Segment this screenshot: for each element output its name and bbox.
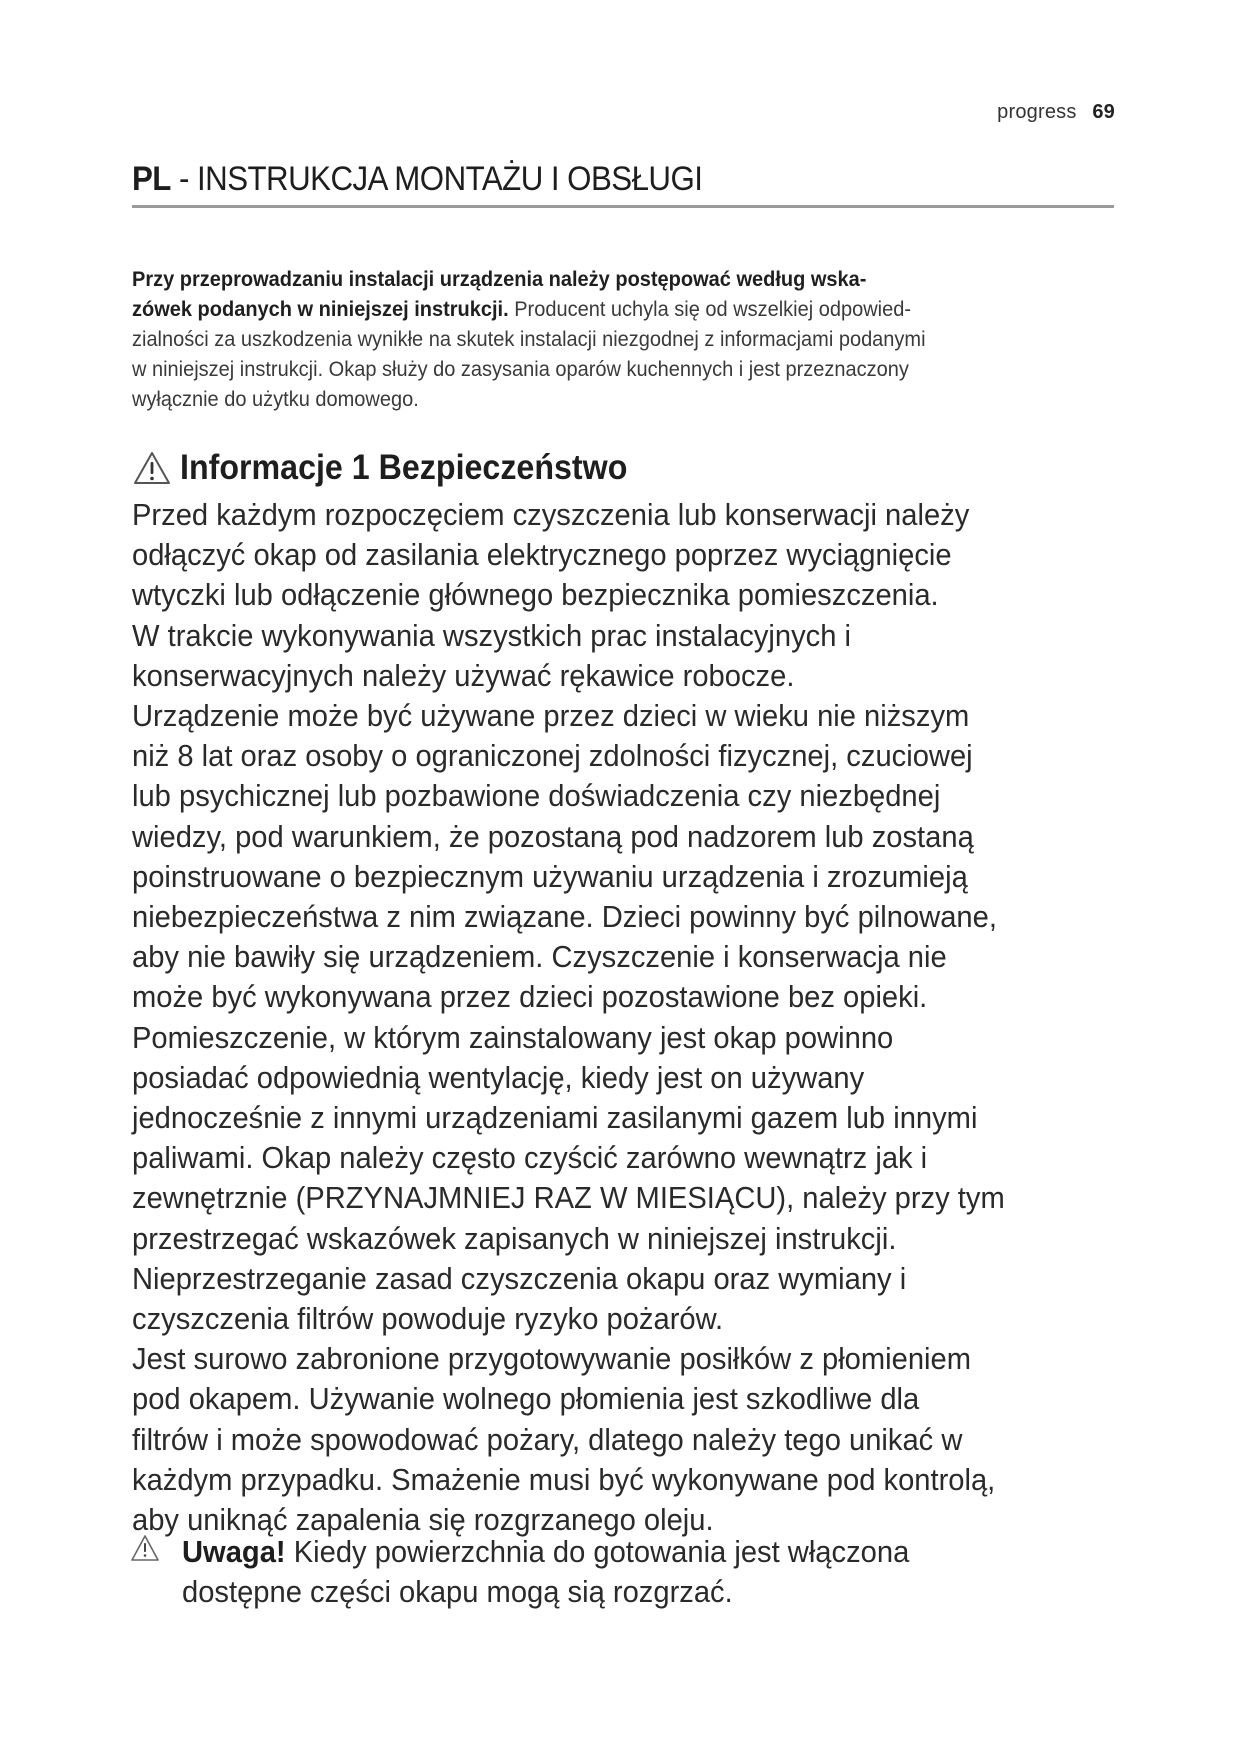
intro-line: wyłącznie do użytku domowego. (132, 387, 419, 411)
intro-line: zialności za uszkodzenia wynikłe na skutek instalacji niezgodnej z informacjami podanymi (132, 327, 926, 351)
body-line: każdym przypadku. Smażenie musi być wykonywane pod kontrolą, (132, 1461, 996, 1497)
intro-paragraph (132, 264, 1122, 414)
body-line: wiedzy, pod warunkiem, że pozostaną pod nadzorem lub zostaną (132, 818, 974, 854)
language-code: PL (132, 160, 171, 198)
body-line: przestrzegać wskazówek zapisanych w niniejszej instrukcji. (132, 1220, 897, 1256)
body-line: wtyczki lub odłączenie głównego bezpiecznika pomieszczenia. (132, 577, 939, 613)
body-line: Jest surowo zabronione przygotowywanie posiłków z płomieniem (132, 1341, 971, 1377)
body-line: poinstruowane o bezpiecznym używaniu urządzenia i zrozumieją (132, 858, 968, 894)
body-line: W trakcie wykonywania wszystkich prac instalacyjnych i (132, 617, 852, 653)
page-title (132, 160, 1034, 199)
caution-note (130, 1532, 1130, 1612)
body-line: filtrów i może spowodować pożary, dlatego należy tego unikać w (132, 1421, 963, 1457)
section-heading (132, 448, 666, 488)
body-line: może być wykonywana przez dzieci pozostawione bez opieki. (132, 979, 928, 1015)
body-line: posiadać odpowiednią wentylację, kiedy jest on używany (132, 1059, 865, 1095)
body-line: aby nie bawiły się urządzeniem. Czyszczenie i konserwacja nie (132, 939, 947, 975)
caution-text-continued: dostępne części okapu mogą sią rozgrzać. (182, 1574, 733, 1609)
caution-label: Uwaga! (182, 1534, 286, 1569)
body-line: odłączyć okap od zasilania elektrycznego poprzez wyciągnięcie (132, 537, 952, 573)
body-line: Pomieszczenie, w którym zainstalowany jest okap powinno (132, 1019, 894, 1055)
body-line: niż 8 lat oraz osoby o ograniczonej zdolności fizycznej, czuciowej (132, 738, 973, 774)
body-line: niebezpieczeństwa z nim związane. Dzieci powinny być pilnowane, (132, 899, 997, 935)
body-line: czyszczenia filtrów powoduje ryzyko pożarów. (132, 1301, 724, 1337)
warning-triangle-icon (132, 450, 172, 486)
title-text: INSTRUKCJA MONTAŻU I OBSŁUGI (197, 160, 703, 198)
page-header (997, 101, 1115, 124)
section-heading-text: Informacje 1 Bezpieczeństwo (180, 448, 628, 487)
body-line: konserwacyjnych należy używać rękawice robocze. (132, 657, 795, 693)
body-line: jednocześnie z innymi urządzeniami zasilanymi gazem lub innymi (132, 1100, 978, 1136)
caution-text: Kiedy powierzchnia do gotowania jest włączona (285, 1534, 910, 1569)
brand-name: progress (997, 101, 1077, 123)
body-line: lub psychicznej lub pozbawione doświadczenia czy niezbędnej (132, 778, 941, 814)
body-line: aby uniknąć zapalenia się rozgrzanego oleju. (132, 1502, 714, 1538)
body-line: Przed każdym rozpoczęciem czyszczenia lub konserwacji należy (132, 497, 970, 532)
caution-note-row (130, 1532, 1130, 1572)
body-line: Nieprzestrzeganie zasad czyszczenia okapu oraz wymiany i (132, 1260, 907, 1296)
body-line: Urządzenie może być używane przez dzieci w wieku nie niższym (132, 698, 970, 734)
intro-line: zówek podanych w niniejszej instrukcji. Producent uchyla się od wszelkiej odpowied- (132, 297, 912, 321)
title-separator: - (170, 160, 198, 198)
warning-triangle-icon (130, 1532, 182, 1572)
intro-line: w niniejszej instrukcji. Okap służy do zasysania oparów kuchennych i jest przeznaczony (132, 357, 909, 381)
title-divider (132, 205, 1114, 208)
safety-body-text (132, 495, 1132, 1540)
body-line: zewnętrznie (PRZYNAJMNIEJ RAZ W MIESIĄCU), należy przy tym (132, 1180, 1005, 1216)
intro-line: Przy przeprowadzaniu instalacji urządzenia należy postępować według wska- (132, 267, 867, 291)
body-line: pod okapem. Używanie wolnego płomienia jest szkodliwe dla (132, 1381, 920, 1417)
page-number: 69 (1092, 101, 1115, 123)
body-line: paliwami. Okap należy często czyścić zarówno wewnątrz jak i (132, 1140, 928, 1176)
